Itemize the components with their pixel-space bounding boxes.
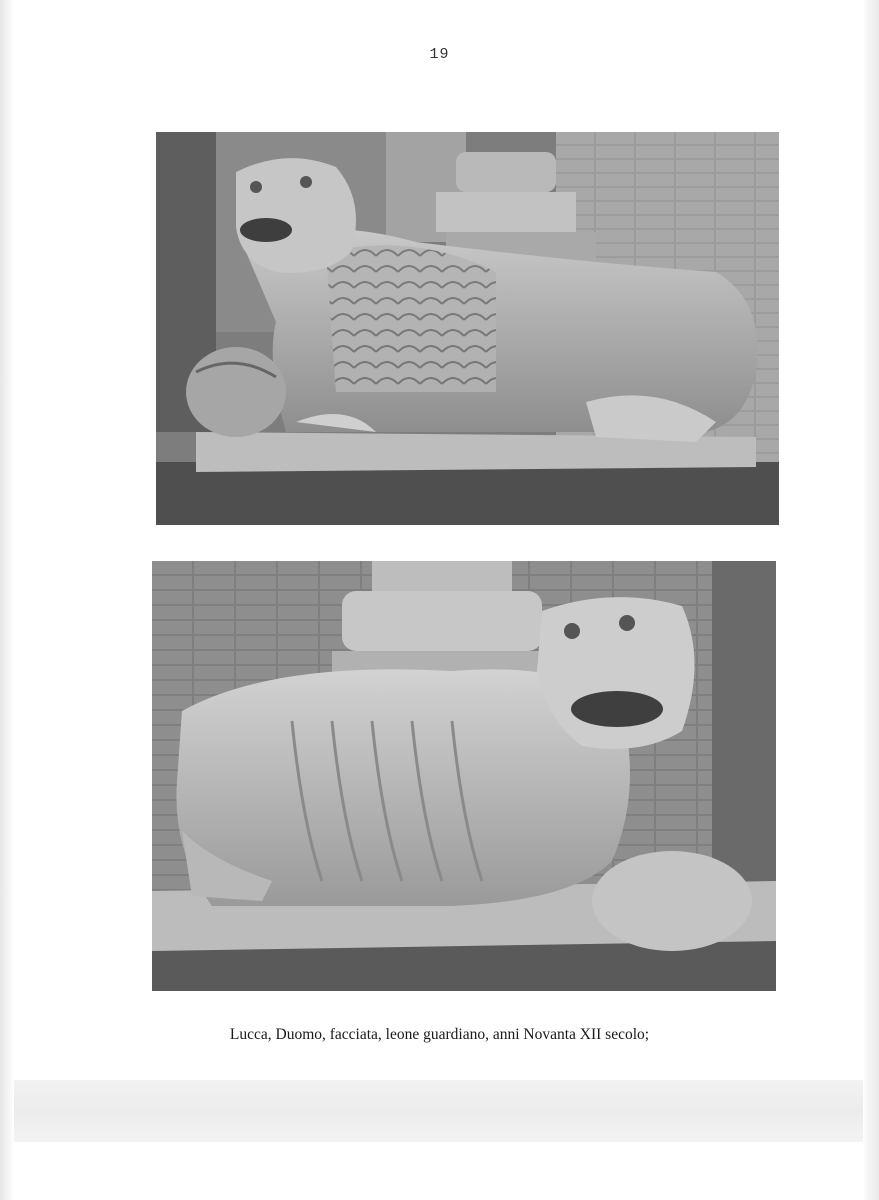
scan-edge-left xyxy=(0,0,14,1200)
scan-edge-right xyxy=(863,0,879,1200)
scan-band xyxy=(14,1080,863,1142)
lion-photo-top xyxy=(156,132,779,525)
page-number: 19 xyxy=(429,46,450,63)
figure-caption: Lucca, Duomo, facciata, leone guardiano, anni Novanta XII secolo; xyxy=(229,1026,650,1043)
lion-photo-bottom xyxy=(152,561,776,991)
